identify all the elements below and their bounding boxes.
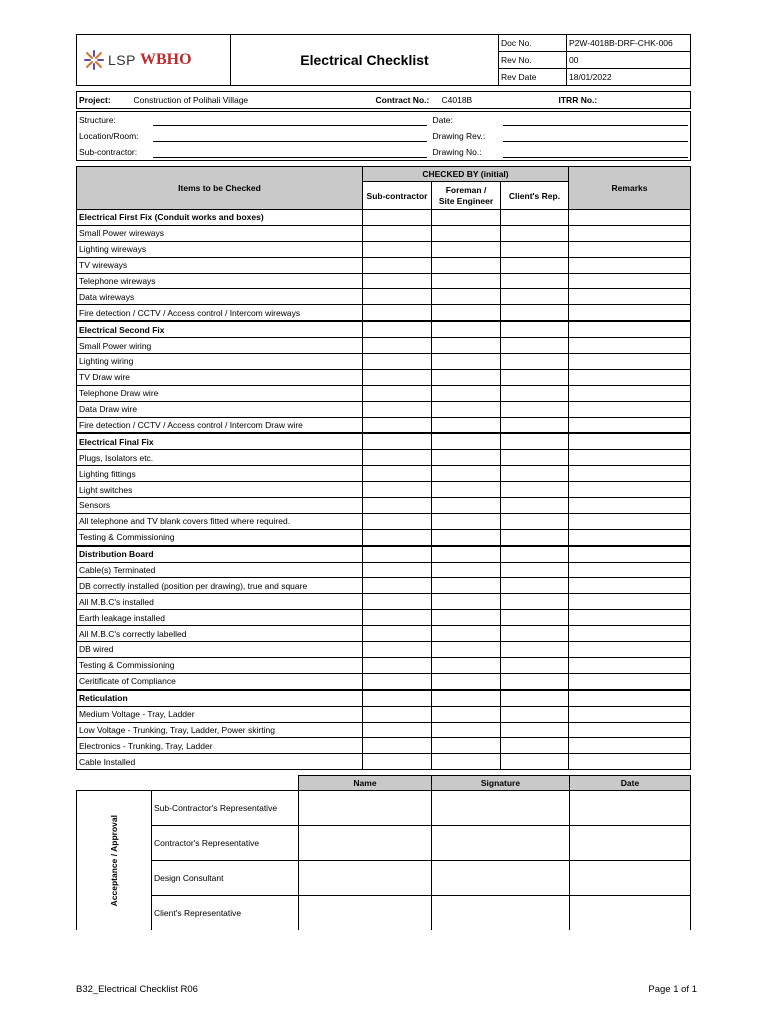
client-initial[interactable] [501,482,569,498]
col-foreman-line2: Site Engineer [438,195,494,206]
checklist-row [77,529,691,545]
signoff-signature-header: Signature [432,776,570,791]
signoff-date-field[interactable] [570,791,691,826]
subcontractor-initial[interactable] [363,482,432,498]
foreman-initial[interactable] [432,594,501,610]
doc-no-value: P2W-4018B-DRF-CHK-006 [567,35,691,52]
client-initial[interactable] [501,610,569,626]
checklist-row [77,513,691,529]
drawing-no-label: Drawing No.: [431,144,501,161]
client-initial[interactable] [501,210,569,226]
checklist-row [77,273,691,289]
items-header: Items to be Checked [77,167,363,210]
item-label: Electronics - Trunking, Tray, Ladder [77,738,363,754]
signoff-row [77,861,691,896]
subcontractor-initial[interactable] [363,529,432,545]
checklist-category-row [77,433,691,449]
item-label: Lighting wireways [77,241,363,257]
header-table [76,34,691,86]
category-label: Reticulation [77,690,363,706]
remarks-cell[interactable] [569,241,691,257]
checklist-row [77,305,691,321]
item-label: All telephone and TV blank covers fitted where required. [77,513,363,529]
checklist-row [77,482,691,498]
remarks-cell[interactable] [569,225,691,241]
item-label: Fire detection / CCTV / Access control / Intercom Draw wire [77,417,363,433]
client-initial[interactable] [501,225,569,241]
checklist-row [77,722,691,738]
checklist-category-row [77,321,691,337]
foreman-initial[interactable] [432,562,501,578]
foreman-initial[interactable] [432,706,501,722]
client-initial[interactable] [501,433,569,449]
checklist-row [77,338,691,354]
checklist-row [77,498,691,514]
category-label: Distribution Board [77,546,363,562]
remarks-cell[interactable] [569,610,691,626]
foreman-initial[interactable] [432,289,501,305]
foreman-initial[interactable] [432,210,501,226]
remarks-cell[interactable] [569,546,691,562]
checklist-row [77,385,691,401]
foreman-initial[interactable] [432,626,501,642]
checklist-row [77,642,691,658]
item-label: Ceritificate of Compliance [77,673,363,689]
client-initial[interactable] [501,498,569,514]
checklist-row [77,369,691,385]
client-initial[interactable] [501,241,569,257]
remarks-cell[interactable] [569,562,691,578]
signoff-name-field[interactable] [299,791,432,826]
client-initial[interactable] [501,385,569,401]
subcontractor-initial[interactable] [363,706,432,722]
client-initial[interactable] [501,706,569,722]
client-initial[interactable] [501,289,569,305]
logo-lsp-text: LSP [108,52,136,68]
client-initial[interactable] [501,722,569,738]
item-label: All M.B.C's correctly labelled [77,626,363,642]
checklist-row [77,562,691,578]
checked-by-header: CHECKED BY (initial) [363,167,569,182]
signoff-role-label: Design Consultant [152,861,299,896]
subcontractor-initial[interactable] [363,498,432,514]
client-initial[interactable] [501,562,569,578]
signoff-role-label: Client's Representative [152,896,299,931]
checklist-row [77,754,691,770]
client-initial[interactable] [501,626,569,642]
foreman-initial[interactable] [432,338,501,354]
subcontractor-initial[interactable] [363,369,432,385]
foreman-initial[interactable] [432,498,501,514]
subcontractor-initial[interactable] [363,610,432,626]
subcontractor-initial[interactable] [363,562,432,578]
foreman-initial[interactable] [432,369,501,385]
item-label: Testing & Commissioning [77,657,363,673]
remarks-cell[interactable] [569,369,691,385]
client-initial[interactable] [501,657,569,673]
checklist-row [77,466,691,482]
details-table [76,111,691,161]
foreman-initial[interactable] [432,754,501,770]
client-initial[interactable] [501,321,569,337]
client-initial[interactable] [501,305,569,321]
subcontractor-initial[interactable] [363,513,432,529]
lsp-star-icon [83,49,105,71]
foreman-initial[interactable] [432,722,501,738]
client-initial[interactable] [501,369,569,385]
subcontractor-initial[interactable] [363,690,432,706]
col-subcontractor: Sub-contractor [363,182,432,210]
checklist-row [77,401,691,417]
checklist-row [77,417,691,433]
acceptance-side-label [77,791,152,931]
item-label: All M.B.C's installed [77,594,363,610]
client-initial[interactable] [501,642,569,658]
item-label: Telephone Draw wire [77,385,363,401]
checklist-row [77,257,691,273]
subcontractor-initial[interactable] [363,273,432,289]
signoff-name-field[interactable] [299,826,432,861]
footer-page: Page 1 of 1 [648,984,697,995]
remarks-cell[interactable] [569,450,691,466]
item-label: Testing & Commissioning [77,529,363,545]
foreman-initial[interactable] [432,241,501,257]
signoff-row [77,896,691,931]
item-label: Earth leakage installed [77,610,363,626]
item-label: DB correctly installed (position per drawing), true and square [77,578,363,594]
location-label: Location/Room: [77,128,151,144]
remarks-cell[interactable] [569,338,691,354]
checklist-sheet [76,34,690,930]
remarks-cell[interactable] [569,642,691,658]
date-label: Date: [431,112,501,129]
checklist-table [76,166,691,770]
subcontractor-initial[interactable] [363,578,432,594]
checklist-row [77,626,691,642]
client-initial[interactable] [501,513,569,529]
item-label: Telephone wireways [77,273,363,289]
item-label: Sensors [77,498,363,514]
signoff-date-field[interactable] [570,861,691,896]
structure-label: Structure: [77,112,151,129]
checklist-category-row [77,546,691,562]
item-label: Lighting fittings [77,466,363,482]
foreman-initial[interactable] [432,257,501,273]
signoff-blank [77,776,152,791]
client-initial[interactable] [501,401,569,417]
signoff-blank-2 [152,776,299,791]
item-label: Small Power wireways [77,225,363,241]
signoff-body [77,791,691,931]
item-label: Data wireways [77,289,363,305]
client-initial[interactable] [501,354,569,370]
client-initial[interactable] [501,578,569,594]
client-initial[interactable] [501,594,569,610]
client-initial[interactable] [501,738,569,754]
rev-no-label: Rev No. [499,52,567,69]
subcontractor-initial[interactable] [363,354,432,370]
category-label: Electrical First Fix (Conduit works and boxes) [77,210,363,226]
location-field[interactable] [151,128,431,144]
checklist-category-row [77,690,691,706]
item-label: Fire detection / CCTV / Access control / Intercom wireways [77,305,363,321]
rev-date-label: Rev Date [499,69,567,86]
logo-cell [77,35,231,86]
checklist-row [77,289,691,305]
signoff-signature-field[interactable] [432,791,570,826]
remarks-cell[interactable] [569,626,691,642]
client-initial[interactable] [501,466,569,482]
remarks-cell[interactable] [569,305,691,321]
remarks-cell[interactable] [569,754,691,770]
col-foreman [432,182,501,210]
signoff-role-label: Sub-Contractor's Representative [152,791,299,826]
client-initial[interactable] [501,754,569,770]
client-initial[interactable] [501,273,569,289]
drawing-rev-label: Drawing Rev.: [432,131,486,141]
checklist-body [77,210,691,770]
client-initial[interactable] [501,690,569,706]
subcontractor-initial[interactable] [363,225,432,241]
item-label: Small Power wiring [77,338,363,354]
drawing-no-field[interactable] [501,144,691,161]
foreman-initial[interactable] [432,450,501,466]
contract-value[interactable]: C4018B [436,92,531,109]
subcontractor-initial[interactable] [363,466,432,482]
page-title: Electrical Checklist [231,35,499,86]
foreman-initial[interactable] [432,466,501,482]
subcontractor-initial[interactable] [363,626,432,642]
signoff-name-field[interactable] [299,896,432,931]
checklist-row [77,673,691,689]
item-label: Cable(s) Terminated [77,562,363,578]
foreman-initial[interactable] [432,225,501,241]
foreman-initial[interactable] [432,385,501,401]
foreman-initial[interactable] [432,354,501,370]
remarks-cell[interactable] [569,594,691,610]
checklist-row [77,610,691,626]
item-label: Plugs, Isolators etc. [77,450,363,466]
remarks-cell[interactable] [569,354,691,370]
foreman-initial[interactable] [432,529,501,545]
signoff-signature-field[interactable] [432,896,570,931]
signoff-date-field[interactable] [570,826,691,861]
remarks-cell[interactable] [569,401,691,417]
subcontractor-initial[interactable] [363,417,432,433]
subcontractor-label: Sub-contractor: [77,144,151,161]
remarks-cell[interactable] [569,657,691,673]
signoff-row [77,826,691,861]
subcontractor-initial[interactable] [363,546,432,562]
item-label: Medium Voltage - Tray, Ladder [77,706,363,722]
remarks-cell[interactable] [569,578,691,594]
subcontractor-initial[interactable] [363,450,432,466]
subcontractor-initial[interactable] [363,289,432,305]
rev-no-value: 00 [567,52,691,69]
remarks-cell[interactable] [569,529,691,545]
signoff-signature-field[interactable] [432,826,570,861]
checklist-category-row [77,210,691,226]
company-logo [79,35,228,85]
item-label: TV wireways [77,257,363,273]
checklist-row [77,241,691,257]
remarks-cell[interactable] [569,417,691,433]
foreman-initial[interactable] [432,578,501,594]
checklist-row [77,354,691,370]
remarks-cell[interactable] [569,321,691,337]
foreman-initial[interactable] [432,321,501,337]
signoff-name-field[interactable] [299,861,432,896]
drawing-rev-field[interactable] [501,128,691,144]
client-initial[interactable] [501,417,569,433]
subcontractor-initial[interactable] [363,722,432,738]
remarks-cell[interactable] [569,738,691,754]
col-client-rep: Client's Rep. [501,182,569,210]
remarks-cell[interactable] [569,673,691,689]
subcontractor-initial[interactable] [363,642,432,658]
doc-no-label: Doc No. [499,35,567,52]
item-label: Cable Installed [77,754,363,770]
subcontractor-initial[interactable] [363,210,432,226]
foreman-initial[interactable] [432,690,501,706]
item-label: Data Draw wire [77,401,363,417]
remarks-cell[interactable] [569,273,691,289]
footer-doc-ref: B32_Electrical Checklist R06 [76,984,198,995]
item-label: DB wired [77,642,363,658]
subcontractor-initial[interactable] [363,401,432,417]
remarks-cell[interactable] [569,498,691,514]
foreman-initial[interactable] [432,482,501,498]
subcontractor-field[interactable] [151,144,431,161]
subcontractor-initial[interactable] [363,321,432,337]
checklist-row [77,657,691,673]
foreman-initial[interactable] [432,610,501,626]
subcontractor-initial[interactable] [363,305,432,321]
remarks-cell[interactable] [569,433,691,449]
remarks-cell[interactable] [569,482,691,498]
signoff-date-header: Date [570,776,691,791]
remarks-cell[interactable] [569,466,691,482]
subcontractor-initial[interactable] [363,241,432,257]
remarks-cell[interactable] [569,722,691,738]
acceptance-approval-text: Acceptance / Approval [109,815,119,907]
remarks-cell[interactable] [569,257,691,273]
remarks-cell[interactable] [569,690,691,706]
signoff-row [77,791,691,826]
foreman-initial[interactable] [432,673,501,689]
foreman-initial[interactable] [432,513,501,529]
contract-label: Contract No.: [374,92,436,109]
project-table [76,91,691,109]
foreman-initial[interactable] [432,417,501,433]
remarks-cell[interactable] [569,289,691,305]
subcontractor-initial[interactable] [363,385,432,401]
checklist-row [77,706,691,722]
col-foreman-line1: Foreman / [445,184,487,195]
item-label: TV Draw wire [77,369,363,385]
project-value[interactable]: Construction of Polihali Village [132,92,374,109]
remarks-cell[interactable] [569,706,691,722]
foreman-initial[interactable] [432,433,501,449]
remarks-cell[interactable] [569,385,691,401]
client-initial[interactable] [501,673,569,689]
subcontractor-initial[interactable] [363,657,432,673]
item-label: Lighting wiring [77,354,363,370]
subcontractor-initial[interactable] [363,257,432,273]
structure-field[interactable] [151,112,431,129]
foreman-initial[interactable] [432,738,501,754]
logo-wbho-text: WBHO [139,51,192,68]
rev-date-value: 18/01/2022 [567,69,691,86]
foreman-initial[interactable] [432,642,501,658]
subcontractor-initial[interactable] [363,738,432,754]
checklist-row [77,450,691,466]
remarks-header: Remarks [569,167,691,210]
date-field[interactable] [501,112,691,129]
remarks-cell[interactable] [569,210,691,226]
client-initial[interactable] [501,450,569,466]
signoff-role-label: Contractor's Representative [152,826,299,861]
signoff-name-header: Name [299,776,432,791]
foreman-initial[interactable] [432,401,501,417]
itrr-label[interactable]: ITRR No.: [531,92,691,109]
checklist-row [77,225,691,241]
foreman-initial[interactable] [432,273,501,289]
subcontractor-initial[interactable] [363,338,432,354]
subcontractor-initial[interactable] [363,673,432,689]
item-label: Low Voltage - Trunking, Tray, Ladder, Power skirting [77,722,363,738]
foreman-initial[interactable] [432,657,501,673]
checklist-row [77,578,691,594]
checklist-row [77,738,691,754]
category-label: Electrical Final Fix [77,433,363,449]
foreman-initial[interactable] [432,546,501,562]
client-initial[interactable] [501,257,569,273]
signoff-signature-field[interactable] [432,861,570,896]
foreman-initial[interactable] [432,305,501,321]
client-initial[interactable] [501,338,569,354]
subcontractor-initial[interactable] [363,754,432,770]
subcontractor-initial[interactable] [363,433,432,449]
category-label: Electrical Second Fix [77,321,363,337]
client-initial[interactable] [501,529,569,545]
subcontractor-initial[interactable] [363,594,432,610]
client-initial[interactable] [501,546,569,562]
signoff-date-field[interactable] [570,896,691,931]
signoff-table [76,775,691,930]
remarks-cell[interactable] [569,513,691,529]
item-label: Light switches [77,482,363,498]
project-label: Project: [77,92,132,109]
checklist-row [77,594,691,610]
